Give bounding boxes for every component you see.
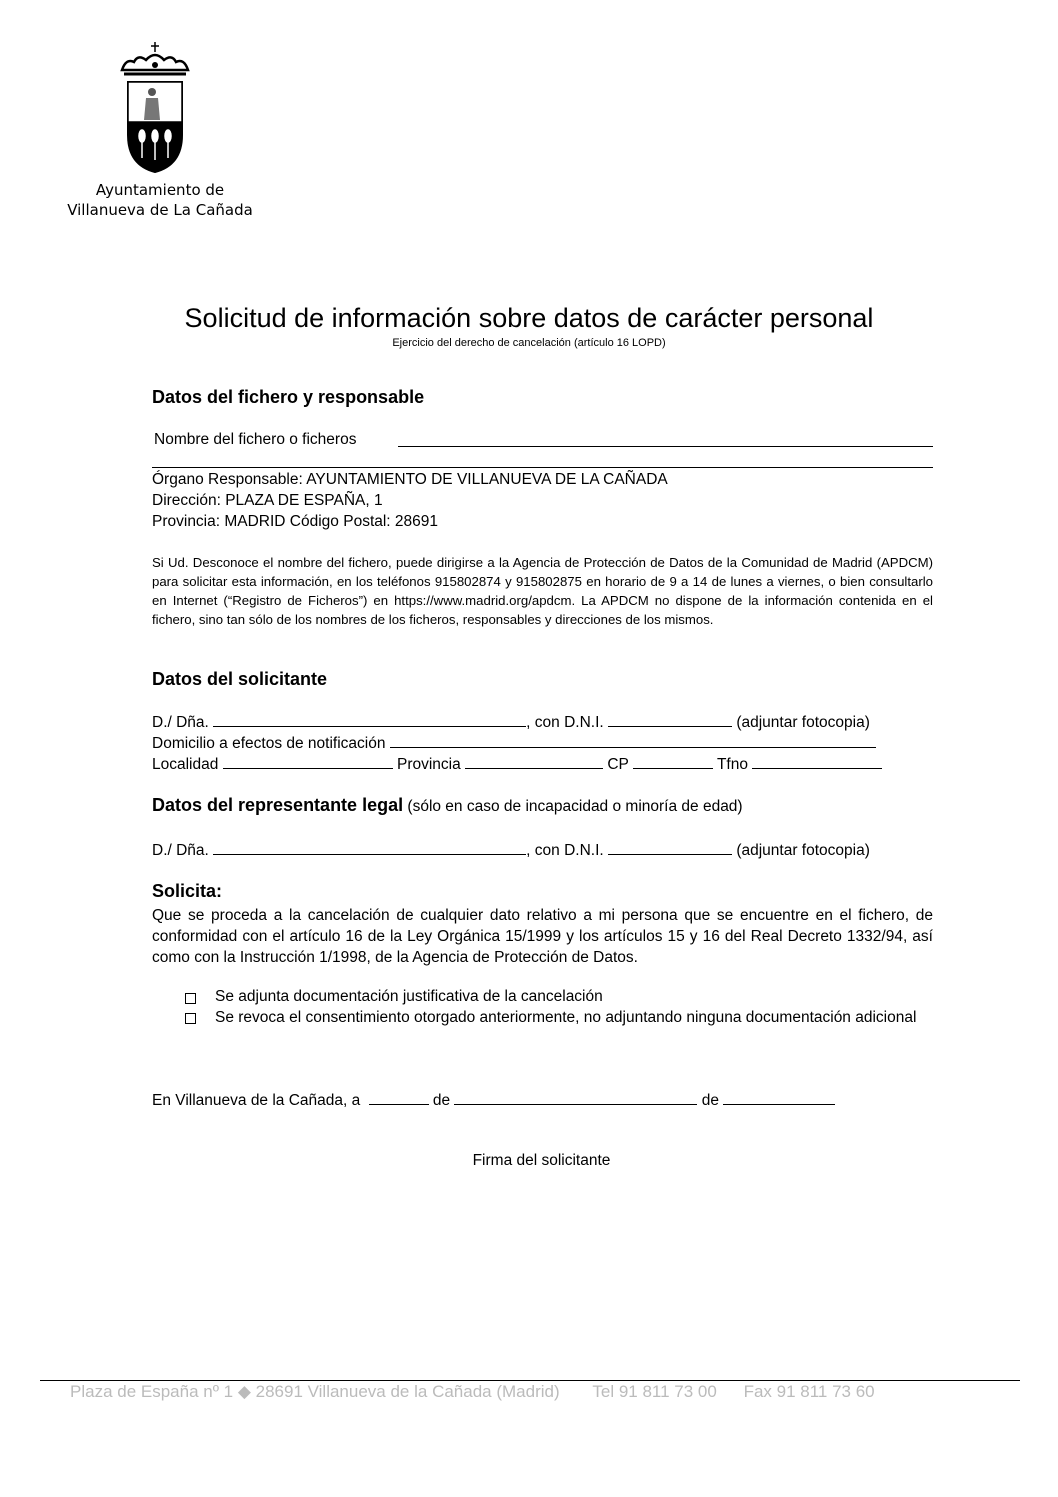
localidad-row: Localidad Provincia CP Tfno: [152, 754, 882, 774]
info-paragraph: Si Ud. Desconoce el nombre del fichero, puede dirigirse a la Agencia de Protección de Datos de la Comunidad de Madrid (APDCM) para solicitar esta información, en los teléfonos 915802874 y 915802875 en horario de 9 a 14 de lunes a viernes, o bien consultarlo en Internet (“Registro de Ficheros”) en https://www.madrid.org/apdcm. La APDCM no dispone de la información contenida en el fichero, sino tan sólo de los nombres de los ficheros, responsables y direcciones de los mismos.: [152, 555, 933, 627]
representante-dni-field[interactable]: [608, 840, 732, 855]
fecha-mes-field[interactable]: [454, 1090, 697, 1105]
page-title: Solicitud de información sobre datos de carácter personal: [184, 303, 874, 333]
localidad-field[interactable]: [223, 754, 393, 769]
coat-of-arms-logo: [110, 40, 220, 180]
option-revoca-label: Se revoca el consentimiento otorgado anteriormente, no adjuntando ninguna documentación adicional: [215, 1009, 917, 1026]
representante-nombre-field[interactable]: [213, 840, 526, 855]
tfno-field[interactable]: [752, 754, 882, 769]
firma-label: Firma del solicitante: [472, 1152, 611, 1169]
page-subtitle: Ejercicio del derecho de cancelación (artículo 16 LOPD): [392, 337, 666, 349]
solicita-paragraph: Que se proceda a la cancelación de cualquier dato relativo a mi persona que se encuentre en el fichero, de conformidad con el artículo 16 de la Ley Orgánica 15/1999 y los artículos 15 y 16 del Real Decreto 1332/94, así como con la Instrucción 1/1998, de la Agencia de Protección de Datos.: [152, 907, 933, 966]
cp-field[interactable]: [633, 754, 713, 769]
nombre-fichero-label: Nombre del fichero o ficheros: [154, 431, 357, 448]
fecha-anio-field[interactable]: [723, 1090, 835, 1105]
direccion: Dirección: PLAZA DE ESPAÑA, 1: [152, 492, 383, 509]
nombre-fichero-row: [154, 431, 356, 449]
solicitante-dni-field[interactable]: [608, 712, 732, 727]
footer: [70, 1382, 1030, 1402]
section-heading-fichero: Datos del fichero y responsable: [152, 387, 425, 407]
section-heading-solicitante: Datos del solicitante: [152, 669, 328, 689]
provincia-cp: Provincia: MADRID Código Postal: 28691: [152, 513, 439, 530]
org-name: Ayuntamiento de Villanueva de La Cañada: [67, 181, 253, 219]
footer-tel: Tel 91 811 73 00: [592, 1382, 717, 1401]
solicitante-nombre-field[interactable]: [213, 712, 526, 727]
option-revoca-checkbox[interactable]: [185, 1013, 196, 1024]
option-documentacion-label: Se adjunta documentación justificativa de la cancelación: [215, 988, 603, 1005]
representante-dona-row: D./ Dña. , con D.N.I. (adjuntar fotocopia): [152, 842, 870, 859]
footer-address: Plaza de España nº 1 ◆ 28691 Villanueva de la Cañada (Madrid): [70, 1382, 560, 1401]
footer-fax: Fax 91 811 73 60: [743, 1382, 875, 1401]
domicilio-row: Domicilio a efectos de notificación: [152, 733, 876, 753]
footer-divider: [40, 1380, 1020, 1381]
section-heading-representante: Datos del representante legal (sólo en caso de incapacidad o minoría de edad): [152, 795, 743, 815]
solicitante-dona-row: D./ Dña. , con D.N.I. (adjuntar fotocopia): [152, 714, 870, 731]
section-heading-solicita: Solicita:: [152, 881, 223, 901]
provincia-field[interactable]: [465, 754, 603, 769]
fecha-dia-field[interactable]: [369, 1090, 429, 1105]
option-documentacion-checkbox[interactable]: [185, 993, 196, 1004]
domicilio-field[interactable]: [390, 733, 876, 748]
nombre-fichero-field-2[interactable]: [152, 467, 933, 468]
nombre-fichero-field[interactable]: [398, 446, 933, 447]
organo-responsable: Órgano Responsable: AYUNTAMIENTO DE VILLANUEVA DE LA CAÑADA: [152, 471, 668, 488]
fecha-row: En Villanueva de la Cañada, a de de: [152, 1090, 835, 1110]
